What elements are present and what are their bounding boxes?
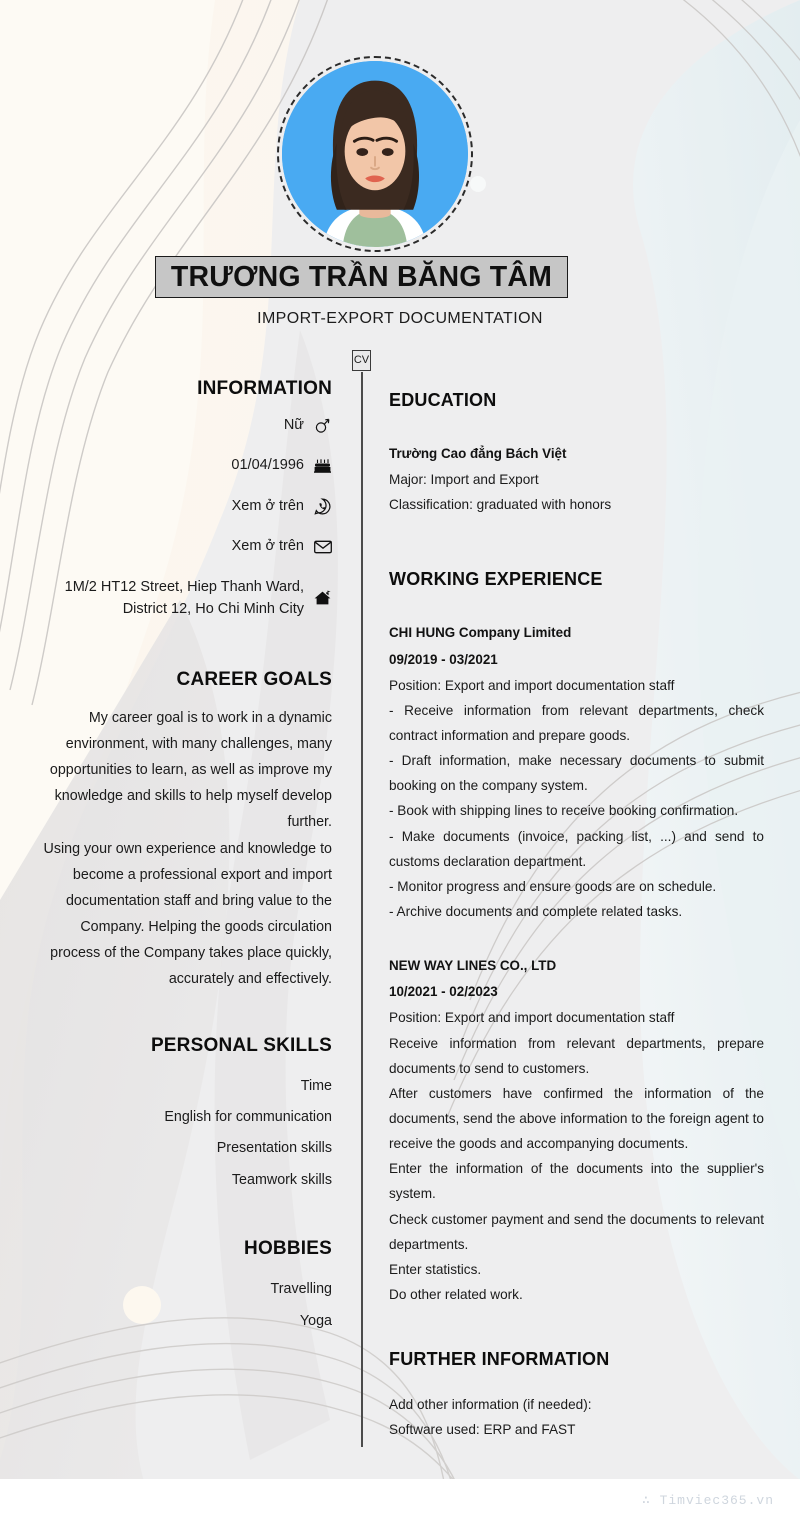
phone-icon — [313, 497, 332, 516]
experience-entry — [389, 953, 764, 1307]
info-row-gender — [30, 414, 332, 436]
spacer-before-career-goals — [30, 639, 332, 669]
spacer-before-further-info — [389, 1307, 764, 1349]
cv-badge: CV — [352, 350, 371, 371]
experience-company: NEW WAY LINES CO., LTD — [389, 958, 557, 974]
career-goals-paragraph-2: Using your own experience and knowledge to become a professional export and import documentation staff and bring value to the Company. Helping the goods circulation process of the Company takes place quickly, accurately and effectively. — [43, 840, 332, 988]
section-heading-personal-skills: PERSONAL SKILLS — [150, 1034, 332, 1056]
education-school: Trường Cao đẳng Bách Việt — [389, 446, 567, 461]
experience-duty: Do other related work. — [389, 1286, 523, 1302]
experience-company: CHI HUNG Company Limited — [389, 625, 572, 641]
section-heading-career-goals: CAREER GOALS — [176, 668, 332, 690]
right-column — [389, 390, 764, 1442]
experience-duty: Enter statistics. — [389, 1261, 482, 1277]
info-address-value: 1M/2 HT12 Street, Hiep Thanh Ward, District 12, Ho Chi Minh City — [64, 578, 304, 618]
section-heading-working-experience: WORKING EXPERIENCE — [389, 569, 603, 590]
info-row-phone — [30, 495, 332, 517]
column-divider — [361, 372, 363, 1447]
gender-icon — [313, 416, 332, 435]
full-name-text: TRƯƠNG TRẦN BĂNG TÂM — [170, 260, 553, 293]
experience-duty: - Book with shipping lines to receive booking confirmation. — [389, 803, 739, 819]
birthday-cake-icon — [313, 456, 332, 475]
info-gender-value: Nữ — [283, 417, 304, 433]
experience-duty: Enter the information of the documents into the supplier's system. — [389, 1161, 764, 1202]
job-title: IMPORT-EXPORT DOCUMENTATION — [257, 310, 543, 327]
watermark-text: ∴ Timviec365.vn — [641, 1492, 774, 1508]
experience-duty: - Archive documents and complete related tasks. — [389, 903, 683, 919]
home-icon — [313, 589, 332, 608]
spacer — [389, 590, 764, 620]
experience-position: Position: Export and import documentation staff — [389, 1010, 675, 1026]
info-phone-value: Xem ở trên — [231, 497, 304, 514]
hobby-item: Travelling — [270, 1281, 332, 1298]
email-icon — [313, 537, 332, 556]
profile-photo — [277, 56, 473, 252]
info-email-value: Xem ở trên — [231, 538, 304, 555]
section-heading-hobbies: HOBBIES — [244, 1238, 332, 1260]
profile-photo-image — [282, 61, 468, 247]
experience-position: Position: Export and import documentation staff — [389, 677, 675, 693]
spacer — [389, 411, 764, 441]
skill-item: English for communication — [164, 1108, 332, 1125]
experience-duty: - Monitor progress and ensure goods are on schedule. — [389, 878, 717, 894]
education-line: Major: Import and Export — [389, 472, 539, 488]
portrait-illustration — [282, 61, 468, 247]
experience-period: 09/2019 - 03/2021 — [389, 651, 498, 667]
info-row-address — [30, 576, 332, 621]
experience-duty: After customers have confirmed the information of the documents, send the above information to the foreign agent to receive the goods and accompanying documents. — [389, 1085, 764, 1152]
skill-item: Time — [300, 1077, 332, 1094]
experience-duty: Receive information from relevant departments, prepare documents to send to customers. — [389, 1035, 764, 1076]
spacer — [389, 1370, 764, 1392]
section-heading-information: INFORMATION — [197, 378, 332, 399]
info-row-email — [30, 535, 332, 557]
further-information-line: Add other information (if needed): — [389, 1397, 592, 1413]
section-heading-further-information: FURTHER INFORMATION — [389, 1349, 610, 1370]
spacer-before-skills — [30, 993, 332, 1035]
skill-item: Teamwork skills — [231, 1171, 332, 1188]
experience-duty: - Make documents (invoice, packing list, ...) and send to customs declaration department. — [389, 828, 764, 869]
experience-duty: Check customer payment and send the documents to relevant departments. — [389, 1211, 764, 1252]
section-heading-education: EDUCATION — [389, 390, 497, 410]
info-row-birthday — [30, 454, 332, 476]
experience-duty: - Receive information from relevant departments, check contract information and prepare goods. — [389, 702, 764, 743]
spacer-before-experience — [389, 517, 764, 569]
full-name-banner — [155, 256, 568, 298]
career-goals-paragraph-1: My career goal is to work in a dynamic environment, with many challenges, many opportunities to learn, as well as improve my knowledge and skills to help myself develop further. — [49, 709, 332, 831]
hobby-item: Yoga — [299, 1312, 332, 1329]
experience-period: 10/2021 - 02/2023 — [389, 984, 498, 1000]
further-information-line: Software used: ERP and FAST — [389, 1422, 576, 1438]
skill-item: Presentation skills — [216, 1140, 332, 1157]
education-line: Classification: graduated with honors — [389, 497, 612, 513]
spacer-before-hobbies — [30, 1196, 332, 1238]
experience-entry — [389, 620, 764, 924]
info-birthday-value: 01/04/1996 — [231, 457, 304, 474]
left-column — [30, 378, 332, 1337]
experience-duty: - Draft information, make necessary documents to submit booking on the company system. — [389, 753, 764, 794]
spacer-between-jobs — [389, 924, 764, 953]
footer — [0, 1479, 800, 1521]
